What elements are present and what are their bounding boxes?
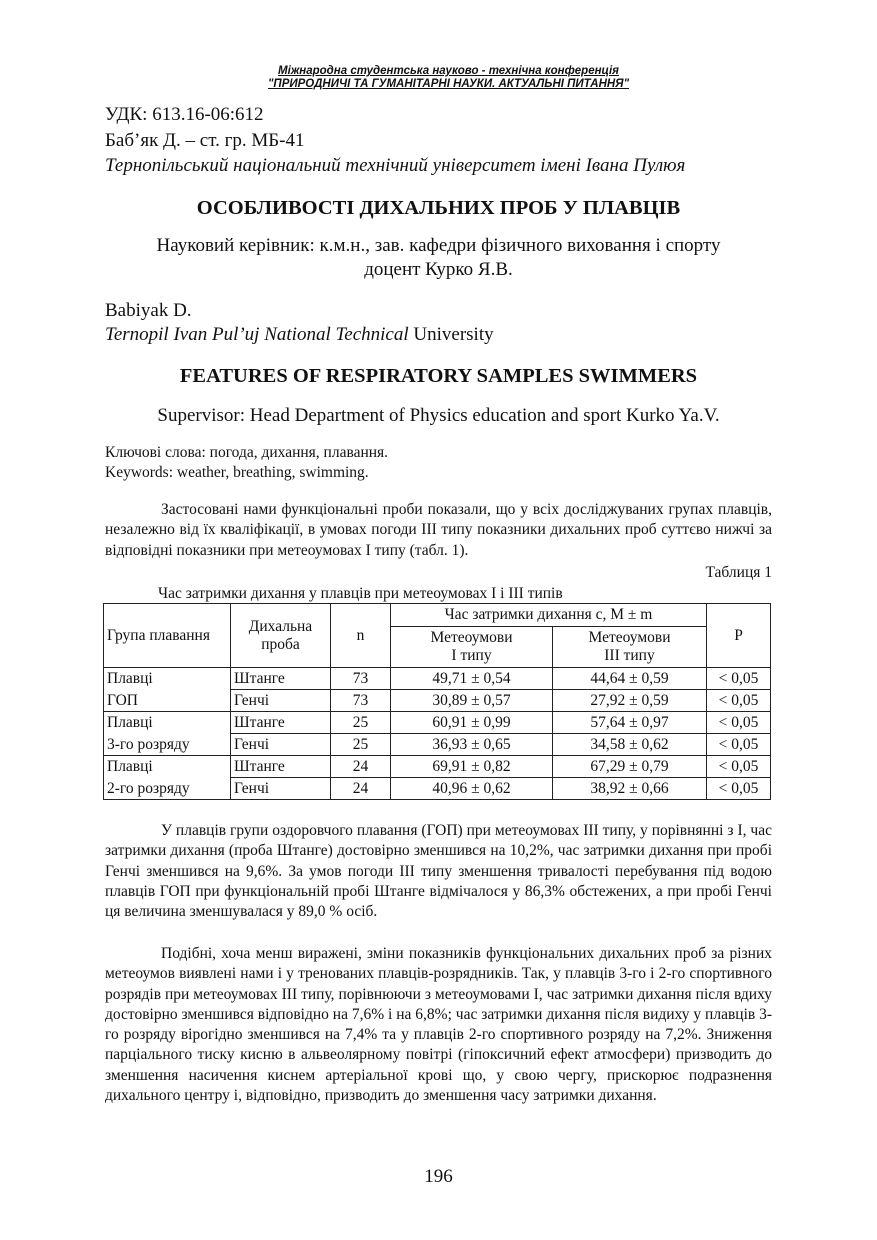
met3-cell: 34,58 ± 0,62 <box>553 734 707 756</box>
university-en <box>105 324 494 346</box>
p-cell: < 0,05 <box>707 734 771 756</box>
university-en-italic: Ternopil Ivan Pul’uj National Technical <box>105 324 409 345</box>
met3-cell: 27,92 ± 0,59 <box>553 690 707 712</box>
table-label: Таблиця 1 <box>705 564 772 581</box>
supervisor-en: Supervisor: Head Department of Physics education and sport Kurko Ya.V. <box>157 405 720 426</box>
p-cell: < 0,05 <box>707 712 771 734</box>
p-cell: < 0,05 <box>707 690 771 712</box>
group-cell: Плавці ГОП <box>104 668 231 712</box>
paragraph-2 <box>105 821 772 922</box>
n-cell: 24 <box>331 756 391 778</box>
title-en: FEATURES OF RESPIRATORY SAMPLES SWIMMERS <box>179 365 698 387</box>
header-p: P <box>707 604 771 668</box>
author-en: Babiyak D. <box>105 300 192 321</box>
table-caption: Час затримки дихання у плавців при метеоумовах І і ІІІ типів <box>158 585 563 602</box>
met1-cell: 49,71 ± 0,54 <box>391 668 553 690</box>
met3-cell: 67,29 ± 0,79 <box>553 756 707 778</box>
page-number: 196 <box>424 1166 453 1187</box>
met1-cell: 60,91 ± 0,99 <box>391 712 553 734</box>
probe-cell: Генчі <box>231 734 331 756</box>
header-met3: Метеоумови ІІІ типу <box>553 627 707 668</box>
table-row <box>104 668 771 690</box>
intro-text: Застосовані нами функціональні проби показали, що у всіх досліджуваних групах плавців, незалежно від їх кваліфікації, в умовах погоди ІІІ типу показники дихальних проб суттєво нижчі за відповідні показники при метеоумовах І типу (табл. 1). <box>105 501 772 559</box>
header-probe: Дихальна проба <box>231 604 331 668</box>
met1-cell: 69,91 ± 0,82 <box>391 756 553 778</box>
n-cell: 73 <box>331 690 391 712</box>
n-cell: 25 <box>331 712 391 734</box>
p-cell: < 0,05 <box>707 778 771 800</box>
header-met1: Метеоумови І типу <box>391 627 553 668</box>
n-cell: 73 <box>331 668 391 690</box>
group-cell: Плавці 3-го розряду <box>104 712 231 756</box>
udk-code: УДК: 613.16-06:612 <box>105 104 264 125</box>
probe-cell: Штанге <box>231 668 331 690</box>
header-n: n <box>331 604 391 668</box>
probe-cell: Генчі <box>231 690 331 712</box>
n-cell: 24 <box>331 778 391 800</box>
conference-header <box>0 65 877 91</box>
intro-paragraph <box>105 500 772 561</box>
met1-cell: 40,96 ± 0,62 <box>391 778 553 800</box>
met1-cell: 30,89 ± 0,57 <box>391 690 553 712</box>
paragraph-3 <box>105 944 772 1106</box>
supervisor-ua-line2: доцент Курко Я.В. <box>364 259 513 280</box>
keywords-en: Keywords: weather, breathing, swimming. <box>105 464 369 481</box>
header-group: Група плавання <box>104 604 231 668</box>
breath-hold-table <box>103 603 771 800</box>
p-cell: < 0,05 <box>707 756 771 778</box>
table-row <box>104 756 771 778</box>
probe-cell: Штанге <box>231 756 331 778</box>
table-row <box>104 712 771 734</box>
met3-cell: 44,64 ± 0,59 <box>553 668 707 690</box>
conference-theme: "ПРИРОДНИЧІ ТА ГУМАНІТАРНІ НАУКИ. АКТУАЛЬНІ ПИТАННЯ" <box>267 78 630 90</box>
supervisor-ua-line1: Науковий керівник: к.м.н., зав. кафедри фізичного виховання і спорту <box>156 235 721 256</box>
header-time-group: Час затримки дихання с, M ± m <box>391 604 707 627</box>
university-ua: Тернопільський національний технічний університет імені Івана Пулюя <box>105 155 686 176</box>
probe-cell: Генчі <box>231 778 331 800</box>
p-cell: < 0,05 <box>707 668 771 690</box>
conference-name: Міжнародна студентська науково - технічна конференція <box>278 65 619 77</box>
title-ua: ОСОБЛИВОСТІ ДИХАЛЬНИХ ПРОБ У ПЛАВЦІВ <box>196 197 681 219</box>
paragraph-2-text: У плавців групи оздоровчого плавання (ГОП) при метеоумовах ІІІ типу, у порівнянні з І, час затримки дихання (проба Штанге) достовірно зменшився на 10,2%, час затримки дихання при пробі Генчі зменшився на 9,6%. За умов погоди ІІІ типу зменшення тривалості перебування під водою плавців ГОП при функціональній пробі Штанге відмічалося у 86,3% обстежених, а при пробі Генчі ця величина зменшувалася у 89,0 % осіб. <box>105 822 772 921</box>
probe-cell: Штанге <box>231 712 331 734</box>
university-en-plain: University <box>408 324 494 345</box>
n-cell: 25 <box>331 734 391 756</box>
author-ua: Баб’як Д. – ст. гр. МБ-41 <box>105 130 305 151</box>
met1-cell: 36,93 ± 0,65 <box>391 734 553 756</box>
paragraph-3-text: Подібні, хоча менш виражені, зміни показників функціональних дихальних проб за різних метеоумов виявлені нами і у тренованих плавців-розрядників. Так, у плавців 3-го і 2-го спортивного розрядів при метеоумовах ІІІ типу, порівнюючи з метеоумовами І, час затримки дихання після вдиху достовірно зменшився відповідно на 7,6% і на 6,8%; час затримки дихання після видиху у плавців 3-го розряду вірогідно зменшився на 7,4% та у плавців 2-го спортивного розряду на 7,2%. Зниження парціального тиску кисню в альвеолярному повітрі (гіпоксичний ефект атмосфери) призводить до зменшення насичення киснем артеріальної крові що, у свою чергу, прискорює подразнення дихального центру і, відповідно, призводить до зменшення часу затримки дихання. <box>105 945 772 1105</box>
keywords-ua: Ключові слова: погода, дихання, плавання. <box>105 444 389 461</box>
met3-cell: 57,64 ± 0,97 <box>553 712 707 734</box>
met3-cell: 38,92 ± 0,66 <box>553 778 707 800</box>
group-cell: Плавці 2-го розряду <box>104 756 231 800</box>
